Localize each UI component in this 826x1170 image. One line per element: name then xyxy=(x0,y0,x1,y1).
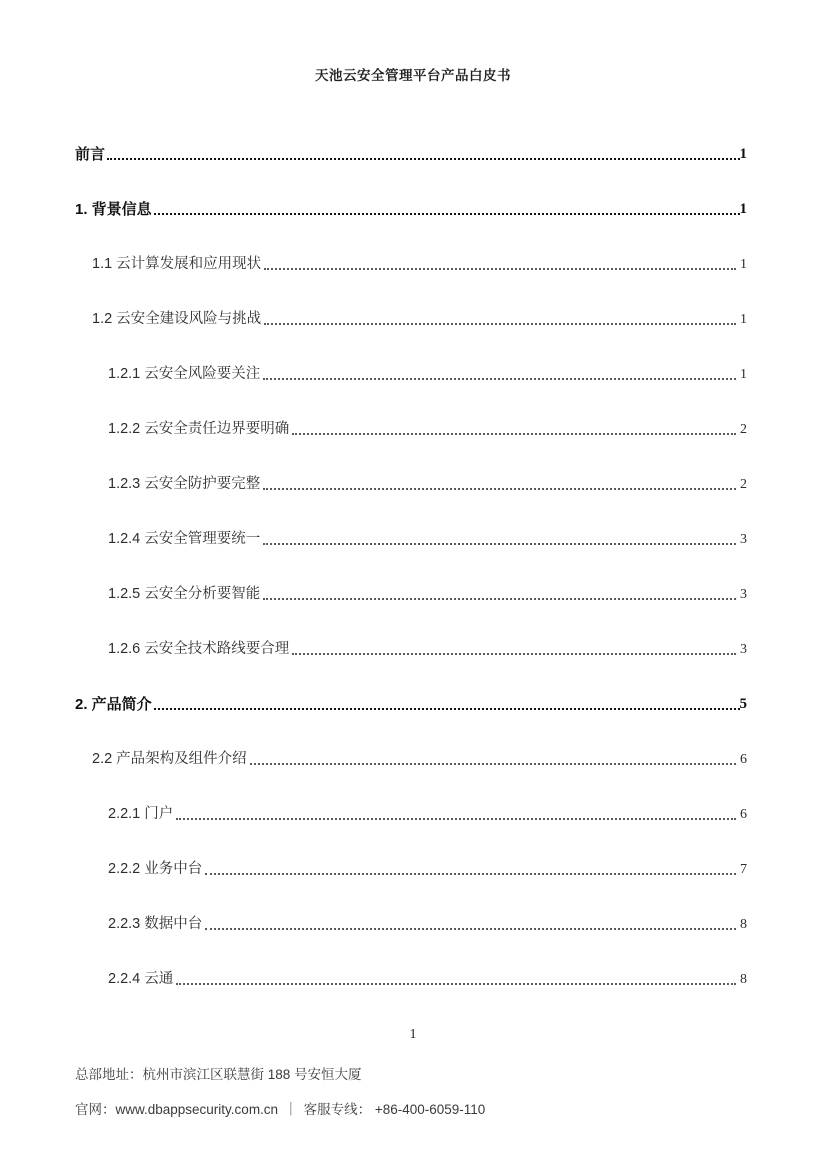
toc-entry-label: 1.2.3 云安全防护要完整 xyxy=(108,476,261,492)
footer-contact-line xyxy=(75,1101,766,1118)
toc-entry[interactable] xyxy=(75,806,747,823)
toc-entry-label: 1.2.4 云安全管理要统一 xyxy=(108,531,261,547)
footer-hotline: +86-400-6059-110 xyxy=(374,1102,486,1117)
toc-entry-label: 1.2.5 云安全分析要智能 xyxy=(108,586,261,602)
toc-entry[interactable] xyxy=(75,751,747,768)
table-of-contents xyxy=(75,146,747,1026)
dot-leader xyxy=(154,708,740,710)
toc-entry-page: 2 xyxy=(740,422,747,437)
dot-leader xyxy=(176,818,736,820)
toc-entry[interactable] xyxy=(75,531,747,548)
toc-entry-label: 1. 背景信息 xyxy=(75,201,152,218)
toc-entry[interactable] xyxy=(75,366,747,383)
dot-leader xyxy=(292,433,736,435)
footer-website: www.dbappsecurity.com.cn xyxy=(115,1102,279,1117)
toc-entry[interactable] xyxy=(75,476,747,493)
footer-address-line xyxy=(75,1066,766,1083)
toc-entry-label: 2. 产品简介 xyxy=(75,696,152,713)
toc-entry-label: 1.1 云计算发展和应用现状 xyxy=(92,256,262,272)
dot-leader xyxy=(205,928,736,930)
toc-entry-page: 7 xyxy=(740,862,747,877)
dot-leader xyxy=(263,378,736,380)
page-footer xyxy=(75,1066,766,1136)
toc-entry-label: 2.2 产品架构及组件介绍 xyxy=(92,751,247,767)
toc-entry-page: 8 xyxy=(740,917,747,932)
page-header xyxy=(0,64,826,85)
toc-entry[interactable] xyxy=(75,861,747,878)
toc-entry[interactable] xyxy=(75,641,747,658)
toc-entry-page: 2 xyxy=(740,477,747,492)
toc-entry-label: 2.2.2 业务中台 xyxy=(108,861,203,877)
footer-separator: ｜ xyxy=(284,1102,298,1117)
toc-entry-label: 2.2.4 云通 xyxy=(108,971,174,987)
toc-entry-page: 8 xyxy=(740,972,747,987)
toc-entry-page: 6 xyxy=(740,752,747,767)
toc-entry-page: 6 xyxy=(740,807,747,822)
toc-entry[interactable] xyxy=(75,586,747,603)
dot-leader xyxy=(292,653,736,655)
toc-entry[interactable] xyxy=(75,971,747,988)
toc-entry-page: 1 xyxy=(739,146,747,162)
toc-entry-label: 2.2.3 数据中台 xyxy=(108,916,203,932)
dot-leader xyxy=(263,488,736,490)
toc-entry[interactable] xyxy=(75,256,747,273)
toc-entry-page: 5 xyxy=(739,696,747,712)
dot-leader xyxy=(264,268,736,270)
footer-hotline-label: 客服专线： xyxy=(303,1102,372,1117)
dot-leader xyxy=(205,873,736,875)
footer-website-label: 官网： xyxy=(75,1102,116,1117)
dot-leader xyxy=(176,983,736,985)
dot-leader xyxy=(107,158,739,160)
toc-entry[interactable] xyxy=(75,201,747,218)
toc-entry[interactable] xyxy=(75,146,747,163)
toc-entry[interactable] xyxy=(75,916,747,933)
toc-entry-page: 3 xyxy=(740,587,747,602)
toc-entry-page: 1 xyxy=(740,367,747,382)
toc-entry[interactable] xyxy=(75,421,747,438)
dot-leader xyxy=(250,763,736,765)
toc-entry[interactable] xyxy=(75,311,747,328)
toc-entry-page: 1 xyxy=(740,312,747,327)
dot-leader xyxy=(264,323,736,325)
footer-address: 总部地址：杭州市滨江区联慧街 188 号安恒大厦 xyxy=(75,1067,362,1082)
toc-entry-label: 2.2.1 门户 xyxy=(108,806,174,822)
toc-entry-label: 1.2.1 云安全风险要关注 xyxy=(108,366,261,382)
dot-leader xyxy=(263,598,736,600)
toc-entry[interactable] xyxy=(75,696,747,713)
toc-entry-page: 1 xyxy=(740,257,747,272)
dot-leader xyxy=(263,543,736,545)
dot-leader xyxy=(154,213,740,215)
toc-entry-label: 前言 xyxy=(75,146,106,163)
toc-entry-label: 1.2.2 云安全责任边界要明确 xyxy=(108,421,290,437)
toc-entry-page: 1 xyxy=(739,201,747,217)
toc-entry-label: 1.2.6 云安全技术路线要合理 xyxy=(108,641,290,657)
toc-entry-label: 1.2 云安全建设风险与挑战 xyxy=(92,311,262,327)
document-title: 天池云安全管理平台产品白皮书 xyxy=(315,68,511,83)
page-number: 1 xyxy=(409,1026,417,1041)
toc-entry-page: 3 xyxy=(740,642,747,657)
toc-entry-page: 3 xyxy=(740,532,747,547)
